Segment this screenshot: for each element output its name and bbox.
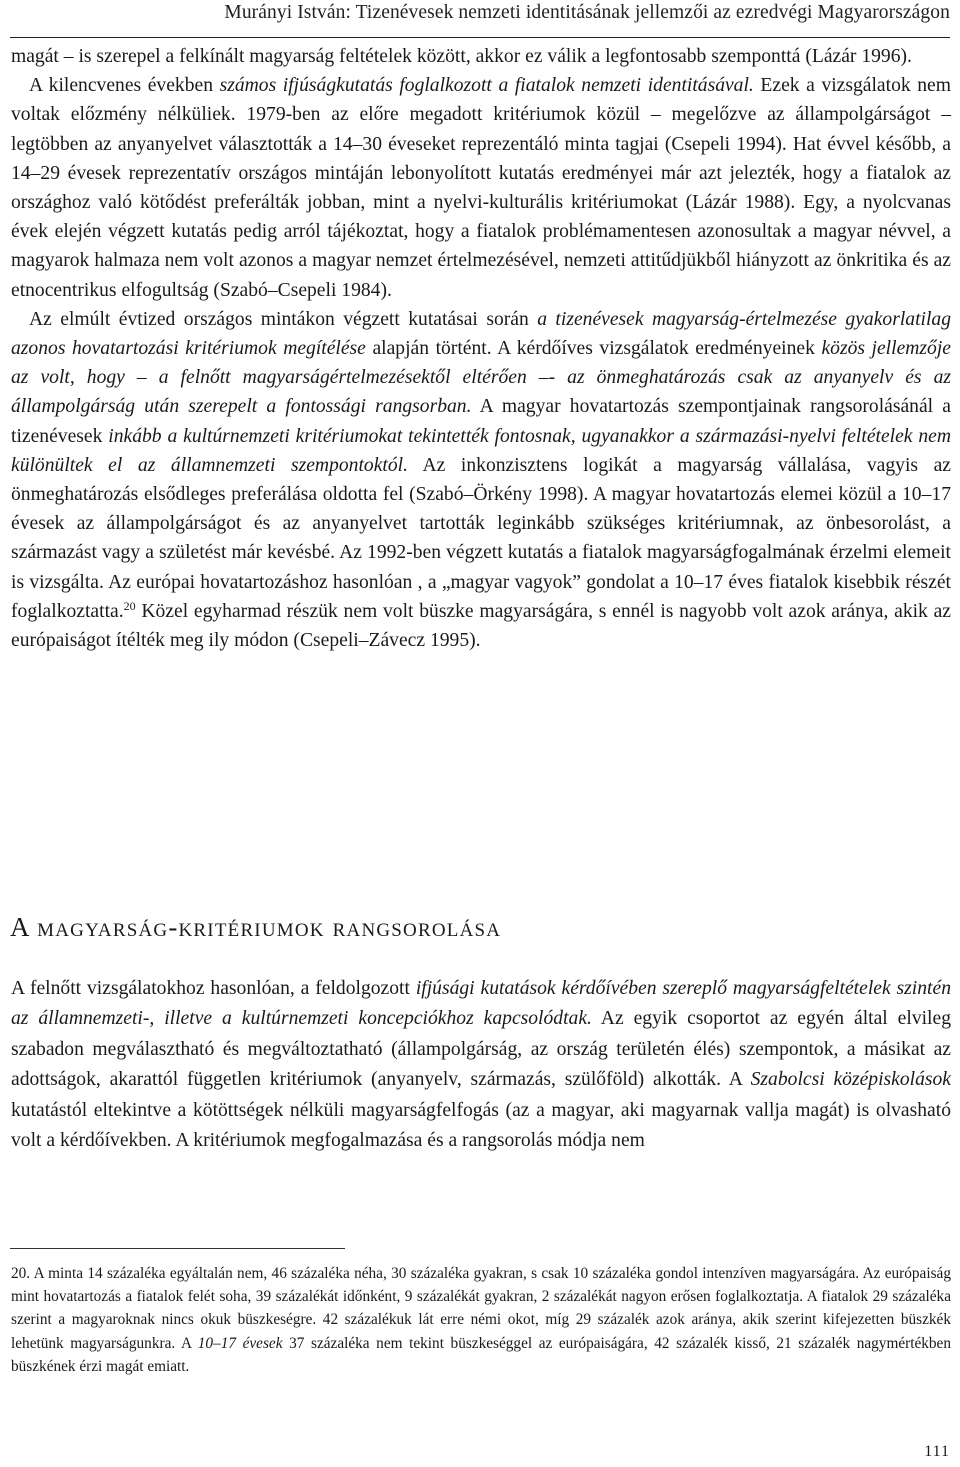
section-emphasis-b: Szabolcsi középiskolások (750, 1069, 951, 1091)
paragraph-3-emphasis-b: közös jellemzője az volt, hogy – a felnőtt magyarságértelmezésektől eltérően –- az önmeghatározás csak az anyanyelv és az állampolgárság után szerepelt a fontossági rangsorban. (11, 338, 951, 418)
paragraph-2-text-a: A kilencvenes években (29, 75, 220, 97)
section-text-a: A felnőtt vizsgálatokhoz hasonlóan, a feldolgozott (11, 978, 416, 999)
paragraph-3-emphasis-a: a tizenévesek magyarság-értelmezése gyakorlatilag azonos hovatartozási kritériumok megítélése (11, 308, 951, 360)
paragraph-2-emphasis: számos ifjúságkutatás foglalkozott a fiatalok nemzeti identitásával. (219, 75, 754, 97)
footnote-text-b: 37 százaléka nem tekint büszkeséggel az európaiságára, 42 százalék kisső, 21 százalék nagymértékben büszkének érzi magát emiatt. (11, 1334, 951, 1375)
paragraph-3-text-a: Az elmúlt évtized országos mintákon végzett kutatásai során (29, 308, 538, 330)
footnote-rule (10, 1248, 345, 1249)
section-heading: A magyarság-kritériumok rangsorolása (10, 912, 502, 942)
paragraph-3-text-e: Közel egyharmad részük nem volt büszke magyarságára, s ennél is nagyobb volt azok aránya, akik az európaiságot ítélték meg ily módon (Csepeli–Závecz 1995). (11, 600, 951, 652)
header-rule (10, 37, 950, 38)
section-emphasis-a: ifjúsági kutatások kérdőívében szereplő magyarságfeltételek szintén az államnemzeti-, illetve a kultúrnemzeti koncepciókhoz kapcsolódtak. (11, 978, 951, 1030)
footnote-number: 20. (11, 1265, 31, 1282)
footnote-reference[interactable]: 20 (123, 598, 136, 613)
section-paragraph (11, 974, 951, 1156)
footnote-20 (11, 1262, 951, 1378)
paragraph-3 (11, 305, 951, 655)
page-number: 111 (924, 1443, 950, 1460)
paragraph-3-text-d: Az inkonzisztens logikát a magyarság vállalása, vagyis az önmeghatározás elsődleges preferálása oldotta fel (Szabó–Örkény 1998). A magyar hovatartozás elemei közül a 10–17 évesek az állampolgárságot és az anyanyelvet tartották leginkább szükséges kritériumnak, az önbesorolást, a származást vagy a születést már kevésbé. Az 1992-ben végzett kutatás a fiatalok magyarságfogalmának érzelmi elemeit is vizsgálta. Az európai hovatartozáshoz hasonlóan , a „magyar vagyok” gondolat a 10–17 éves fiatalok kisebbik részét foglalkoztatta. (11, 454, 951, 622)
section-text-c: kutatástól eltekintve a kötöttségek nélküli magyarságfelfogás (az a magyar, aki magyarnak vallja magát) is olvasható volt a kérdőívekben. A kritériumok megfogalmazása és a rangsorolás módja nem (11, 1099, 951, 1152)
paragraph-3-text-b: alapján történt. A kérdőíves vizsgálatok eredményeinek (365, 338, 822, 360)
main-body (11, 42, 951, 655)
footnote-text-a: A minta 14 százaléka egyáltalán nem, 46 százaléka néha, 30 százaléka gyakran, s csak 10 százaléka gondol intenzíven magyarságára. Az európaiság mint hovatartozás a fiatalok felét soha, 39 százalékát időnként, 9 százalékát gyakran, 2 százalékát nagyon erősen foglalkoztatja. A fiatalok 29 százaléka szerint a magyaroknak nincs okuk büszkeségre. 42 százalékuk lát erre némi okot, míg 29 százalék azok aránya, akik szerint kifejezetten büszkék lehetünk magyarságunkra. A (11, 1265, 951, 1352)
paragraph-2-text-b: Ezek a vizsgálatok nem voltak előzmény nélküliek. 1979-ben az előre megadott kritériumok közül – megelőzve az állampolgárságot – legtöbben az anyanyelvet választották a 14–30 éveseket reprezentáló minta tagjai (Csepeli 1994). Hat évvel később, a 14–29 évesek reprezentatív országos mintáján lebonyolított kutatás eredményei már azt jelezték, hogy a fiatalok az országhoz való kötődést preferálták jobban, mint a nyelvi-kulturális kritériumokat (Lázár 1988). Egy, a nyolcvanas évek elején végzett kutatás pedig arról tájékoztat, hogy a fiatalok problémamentesen azonosultak a magyar névvel, a magyarok halmaza nem volt azonos a magyar nemzet értelmezésével, nemzeti attitűdjükből hiányzott az önkritika és az etnocentrikus elfogultság (Szabó–Csepeli 1984). (11, 75, 951, 301)
section-text-b: Az egyik csoportot az egyén által elvileg szabadon megválasztható és megváltoztatható (állampolgárság, az ország területén élés) szempontok, a másikat az adottságok, akarattól független kritériumok (anyanyelv, származás, szülőföld) alkották. A (11, 1008, 951, 1091)
paragraph-3-emphasis-c: inkább a kultúrnemzeti kritériumokat tekintették fontosnak, ugyanakkor a származási-nyelvi feltételek nem különültek el az államnemzeti szempontoktól. (11, 425, 951, 476)
running-header: Murányi István: Tizenévesek nemzeti identitásának jellemzői az ezredvégi Magyarországon (224, 2, 950, 23)
section-body (11, 974, 951, 1156)
paragraph-1-text: magát – is szerepel a felkínált magyarság feltételek között, akkor ez válik a legfontosabb szemponttá (Lázár 1996). (11, 46, 912, 67)
paragraph-2 (11, 71, 951, 305)
paragraph-1 (11, 42, 951, 71)
paragraph-3-text-c: A magyar hovatartozás szempontjainak rangsorolásánál a tizenévesek (11, 396, 952, 447)
footnote-emphasis: 10–17 évesek (197, 1334, 283, 1352)
